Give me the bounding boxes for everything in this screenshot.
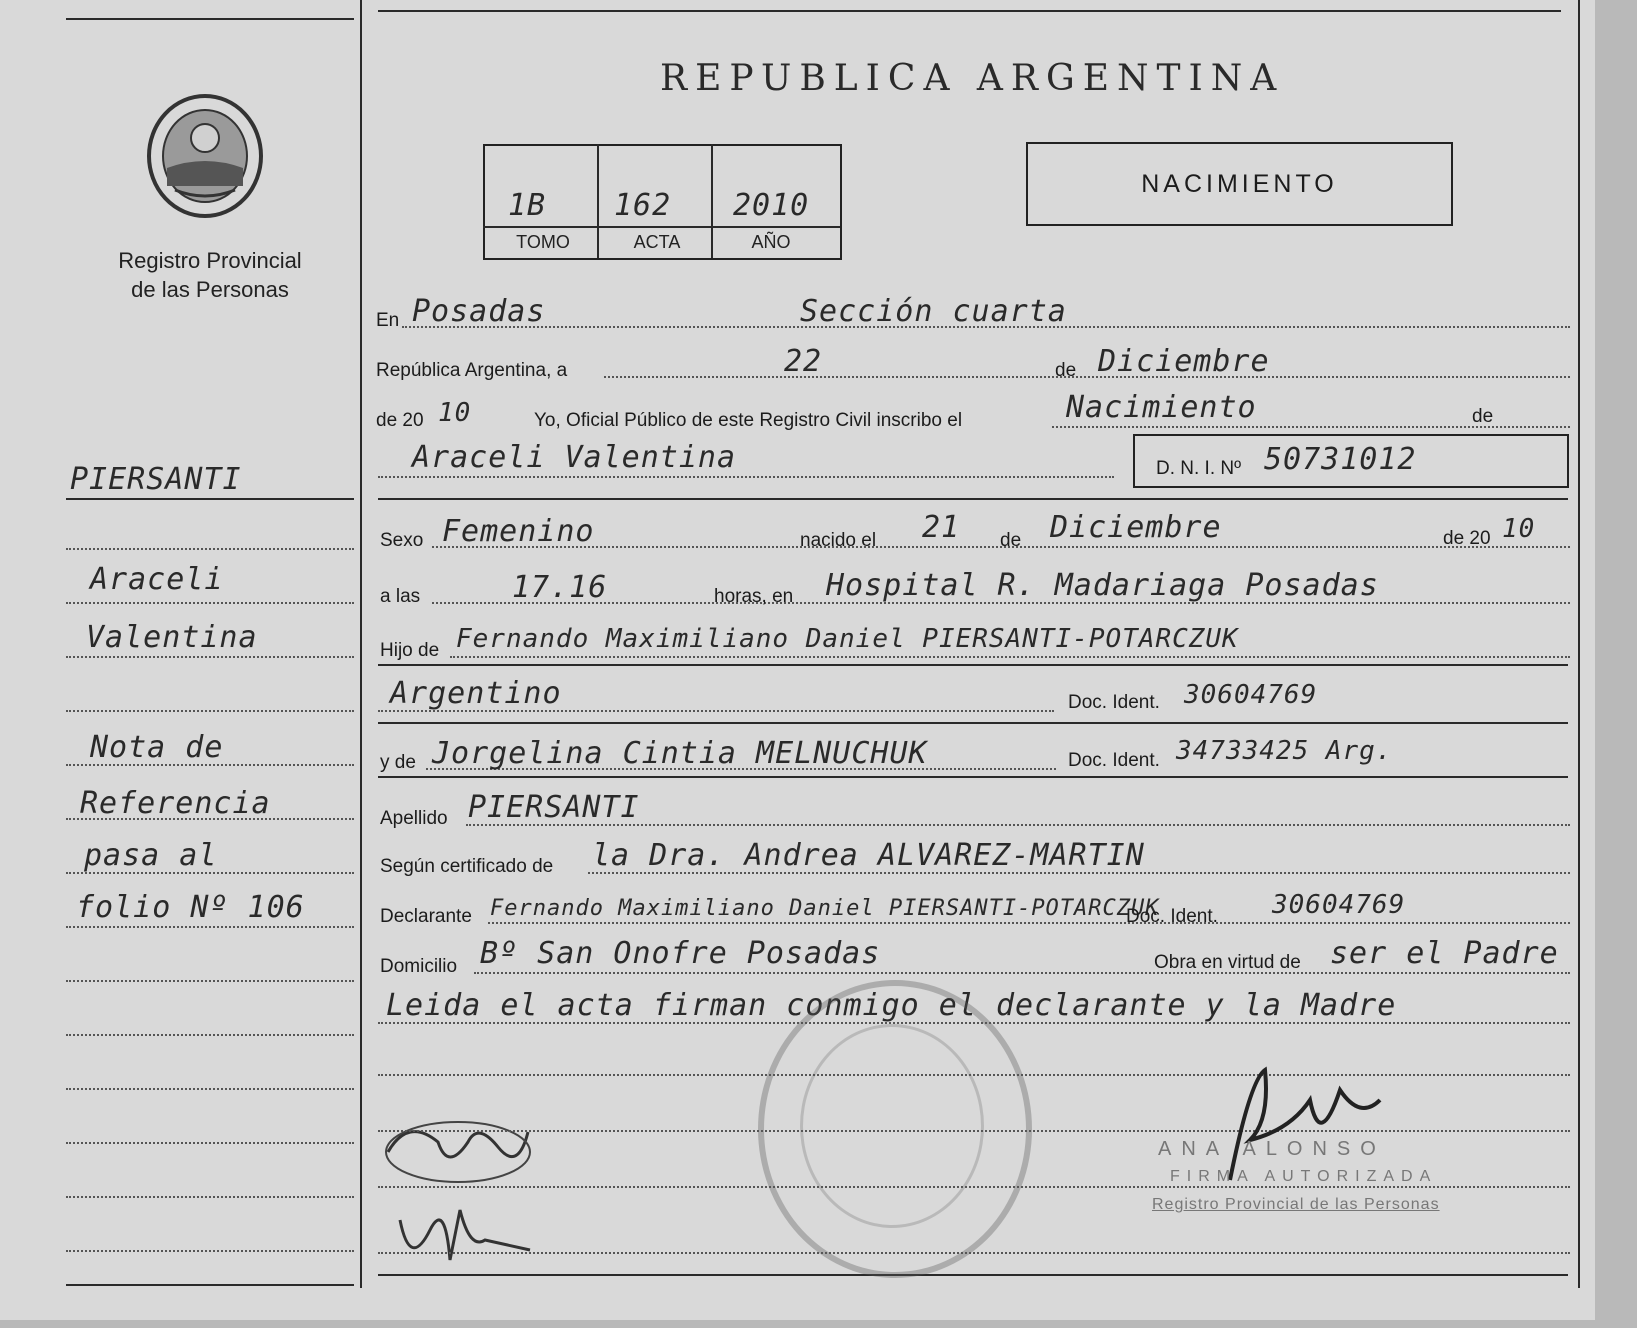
certificate-value: la Dra. Andrea ALVAREZ-MARTIN [592,838,1145,873]
mother-name: Jorgelina Cintia MELNUCHUK [432,736,928,771]
birth-year-suffix: 10 [1502,514,1536,544]
place-section: Sección cuarta [800,294,1067,329]
margin-bottom-rule [66,1284,354,1286]
margin-note-line2: Referencia [80,786,271,821]
margin-given-name-1: Araceli [90,562,224,597]
sex-value: Femenino [442,514,595,549]
born-label: nacido el [800,530,877,551]
registry-name-line2: de las Personas [131,277,289,302]
margin-rule [66,498,354,500]
address-label: Domicilio [380,956,458,977]
margin-rule [66,548,354,550]
mother-doc: 34733425 Arg. [1176,736,1393,766]
father-doc-label: Doc. Ident. [1068,692,1160,713]
event-de-label: de [1472,406,1494,427]
address-value: Bº San Onofre Posadas [480,936,881,971]
birth-place: Hospital R. Madariaga Posadas [826,568,1379,603]
right-border [1578,0,1580,1288]
place-city: Posadas [412,294,546,329]
margin-note-line1: Nota de [90,730,224,765]
birth-day: 21 [922,510,961,545]
date-de-label: de [1055,360,1077,381]
empty-line [378,1252,1570,1254]
registry-name-line1: Registro Provincial [118,248,302,273]
officer-statement: Yo, Oficial Público de este Registro Civil inscribo el [534,410,963,431]
ano-label: AÑO [751,232,791,252]
registry-name [60,246,360,304]
margin-rule [66,1250,354,1252]
provincial-seal-icon [140,90,270,222]
basis-label: Obra en virtud de [1154,952,1301,973]
margin-rule [66,602,354,604]
margin-signature-1 [378,1112,538,1192]
dni-label: D. N. I. Nº [1156,458,1242,479]
margin-rule [66,1034,354,1036]
margin-rule [66,1196,354,1198]
birth-month: Diciembre [1050,510,1222,545]
birth-de-label: de [1000,530,1022,551]
margin-rule [66,980,354,982]
child-name-line [378,476,1114,478]
registration-day: 22 [784,344,823,379]
mother-doc-label: Doc. Ident. [1068,750,1160,771]
tomo-label: TOMO [516,232,570,252]
official-office: Registro Provincial de las Personas [1152,1196,1440,1213]
declarant-label: Declarante [380,906,472,927]
time-label: a las [380,586,421,607]
margin-note-line3: pasa al [84,838,218,873]
event-type: Nacimiento [1066,390,1257,425]
acta-label: ACTA [633,232,681,252]
declarant-line [488,922,1570,924]
birth-place-label: horas, en [714,586,794,607]
certificate-label: Según certificado de [380,856,554,877]
official-role: FIRMA AUTORIZADA [1170,1168,1438,1185]
surname-value: PIERSANTI [468,790,640,825]
margin-rule [66,1142,354,1144]
country-title: REPUBLICA ARGENTINA [660,58,1285,99]
mother-label: y de [380,752,416,773]
bottom-rule [378,1274,1568,1276]
birth-year-label: de 20 [1443,528,1491,549]
declarant-doc: 30604769 [1272,890,1406,920]
mother-rule [378,776,1568,778]
child-dni: 50731012 [1264,442,1417,477]
basis-value: ser el Padre [1330,936,1559,971]
father-line [450,656,1570,658]
father-rule [378,664,1568,666]
closing-statement: Leida el acta firman conmigo el declarante y la Madre [386,988,1397,1023]
margin-rule [66,926,354,928]
father-doc-rule [378,722,1568,724]
father-name: Fernando Maximiliano Daniel PIERSANTI-POTARCZUK [456,624,1239,654]
margin-note-line4: folio Nº 106 [76,890,305,925]
registry-round-stamp-inner [800,1024,984,1228]
date-label: República Argentina, a [376,360,568,381]
margin-rule [66,1088,354,1090]
top-rule-left [66,18,354,20]
ano-value: 2010 [733,188,810,223]
margin-signature-2 [390,1190,540,1280]
declarant-name: Fernando Maximiliano Daniel PIERSANTI-POTARCZUK [490,896,1160,921]
date-line [604,376,1570,378]
surname-label: Apellido [380,808,448,829]
address-line [474,972,1570,974]
father-doc: 30604769 [1184,680,1318,710]
registration-year-suffix: 10 [438,398,472,428]
margin-rule [66,710,354,712]
margin-given-name-2: Valentina [86,620,258,655]
birth-time: 17.16 [512,570,608,605]
official-name: ANA ALONSO [1158,1138,1386,1160]
top-rule-right [378,10,1561,12]
place-label: En [376,310,400,331]
sex-label: Sexo [380,530,424,551]
tomo-value: 1B [508,188,547,223]
child-name: Araceli Valentina [412,440,737,475]
acta-value: 162 [614,188,672,223]
column-divider [360,0,362,1288]
declarant-doc-label: Doc. Ident. [1126,906,1218,927]
margin-surname: PIERSANTI [70,462,242,497]
registration-month: Diciembre [1098,344,1270,379]
act-box-rule [483,226,840,228]
section-rule [378,498,1568,500]
father-label: Hijo de [380,640,440,661]
year-label: de 20 [376,410,424,431]
act-type-box: NACIMIENTO [1026,142,1453,226]
margin-rule [66,656,354,658]
father-nationality: Argentino [390,676,562,711]
